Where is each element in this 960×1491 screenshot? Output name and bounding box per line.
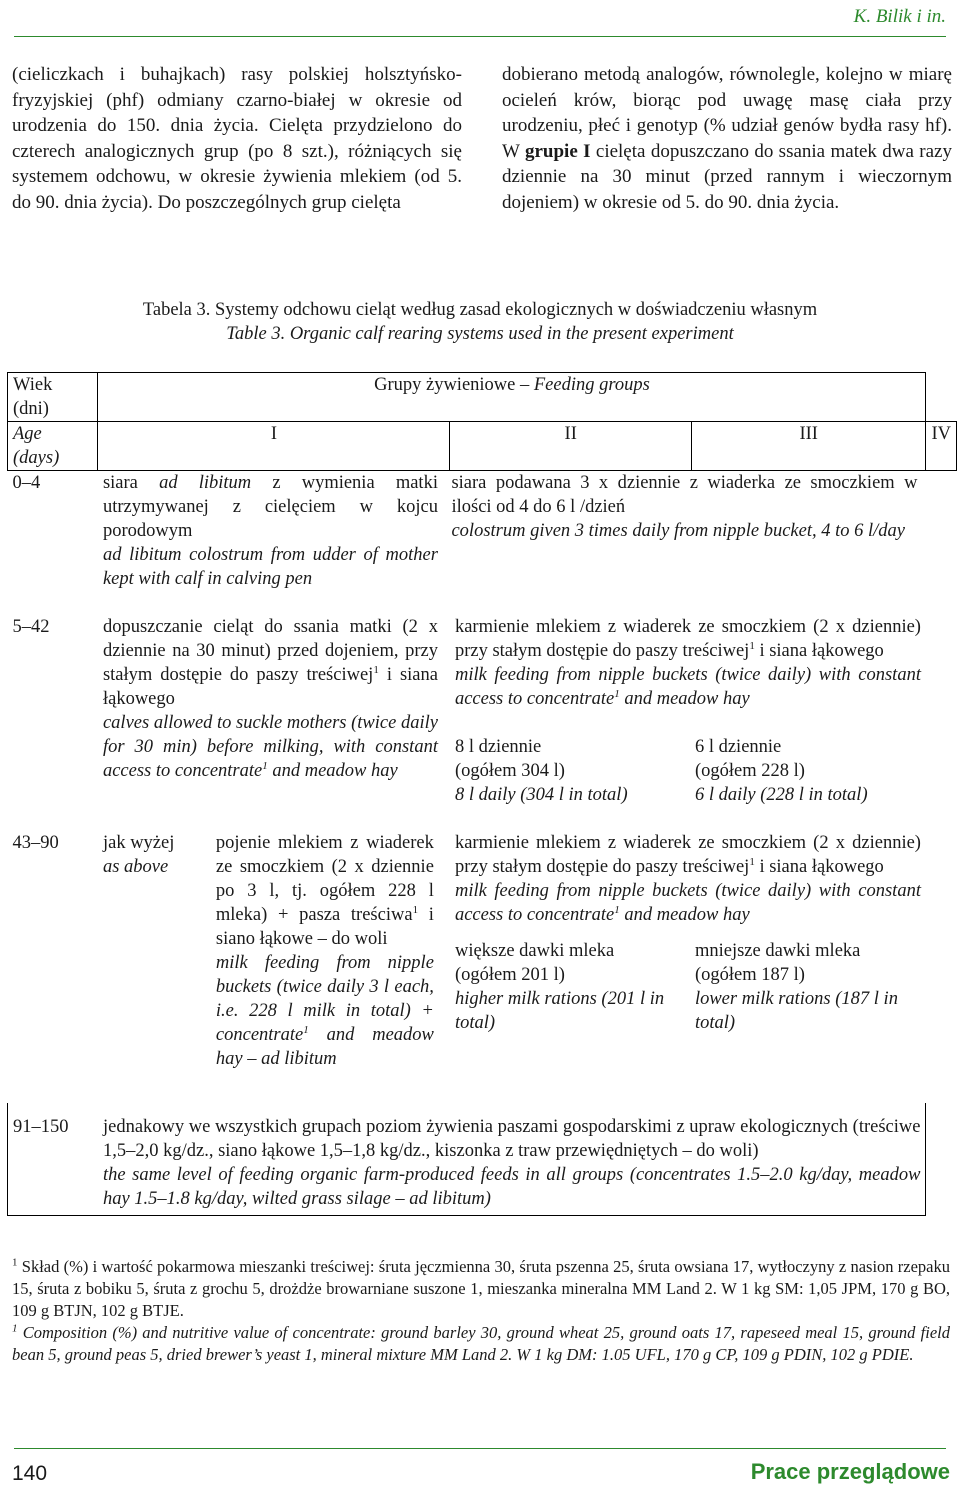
text-part: and meadow hay [267, 761, 398, 781]
ration-pl: 8 l dziennie [454, 737, 542, 757]
groups-3-4-cell [451, 471, 926, 616]
same-as-above-pl: jak wyżej [102, 833, 175, 853]
table-caption-pl: Tabela 3. Systemy odchowu cieląt według zasad ekologicznych w doświadczeniu własnym [142, 300, 818, 320]
footnote-mark: 1 [614, 687, 620, 700]
ration-total: (ogółem 187 l) [694, 965, 805, 985]
groups-3-4-cell [450, 615, 926, 831]
body-right-column [502, 62, 952, 215]
colostrum-text-pl [103, 471, 438, 543]
section-label: Prace przeglądowe [750, 1459, 950, 1484]
ration-pl: mniejsze dawki mleka [694, 941, 861, 961]
group-4-ration [695, 939, 921, 1035]
suckling-text-pl [103, 615, 438, 711]
text-part: pojenie mlekiem z wiaderek ze smoczkiem (2 x dziennie po 3 l, tj. ogółem 228 l mleka) + pasza treściwa [215, 833, 434, 925]
right-column-text-b: cielęta dopuszczano do ssania matek dwa razy dziennie na 30 minut (przed rannym i wieczornym dojeniem) w okresie od 5. do 90. dnia życia. [502, 140, 952, 213]
text-part: i siana łąkowego [754, 857, 884, 877]
ration-en: higher milk rations (201 l in total) [454, 989, 665, 1033]
groups-header [98, 373, 926, 422]
text-part: i siana łąkowego [754, 641, 884, 661]
uniform-feeding-en: the same level of feeding organic farm-produced feeds in all groups (concentrates 1.5–2.0 kg/day, meadow hay 1.5–1.8 kg/day, wilted grass silage – ad libitum) [102, 1165, 921, 1209]
ration-split [455, 735, 921, 831]
colostrum-text-en: ad libitum colostrum from udder of mother kept with calf in calving pen [102, 545, 438, 589]
text-part: siara [102, 473, 160, 493]
suckling-text-en [103, 711, 438, 807]
text-part: dopuszczanie cieląt do ssania matki (2 x dziennie na 30 minut) przed dojeniem, przy stałym dostępie do paszy treściwej [102, 617, 438, 685]
right-column-text-a: dobierano metodą analogów, równolegle, kolejno w miarę ocieleń krów, biorąc pod uwagę masę ciała przy urodzeniu, płeć i genotyp (% udział genów bydła rasy hf). W [502, 64, 952, 162]
footnote-mark: 1 [12, 1256, 18, 1269]
same-as-above-en: as above [102, 857, 169, 877]
footer-rule [14, 1448, 946, 1449]
table-caption-en: Table 3. Organic calf rearing systems used in the present experiment [226, 324, 734, 344]
group-one-emphasis: grupie I [524, 140, 591, 162]
age-cell: 5–42 [12, 617, 50, 637]
text-part: and meadow hay [619, 905, 750, 925]
header-rule [14, 36, 946, 37]
group-2-text-pl [216, 831, 434, 951]
age-cell: 91–150 [8, 1103, 98, 1216]
bucket-text-pl [455, 615, 921, 663]
table-header-row-2 [8, 422, 957, 471]
bucket-text-pl [455, 831, 921, 879]
uniform-feeding-pl: jednakowy we wszystkich grupach poziom żywienia paszami gospodarskimi z upraw ekologicznych (treściwe 1,5–2,0 kg/dz., siano łąkowe 1,5–1,8 kg/dz., kiszonka z traw przewiędniętych – do woli) [102, 1117, 921, 1161]
colostrum-3-4-en: colostrum given 3 times daily from nipple bucket, 4 to 6 l/day [451, 521, 905, 541]
group-3-ration [455, 939, 695, 1035]
ration-pl: większe dawki mleka [454, 941, 615, 961]
table-row-43-90 [8, 831, 957, 1103]
text-part: and meadow hay [619, 689, 750, 709]
text-part: i siano łąkowe – do woli [215, 905, 434, 949]
ration-total: (ogółem 201 l) [454, 965, 565, 985]
text-part: karmienie mlekiem z wiaderek ze smoczkiem (2 x dziennie) przy stałym dostępie do paszy treściwej [454, 617, 921, 661]
ration-en: lower milk rations (187 l in total) [694, 989, 898, 1033]
group-1-cell [98, 831, 211, 1103]
table-row-91-150 [8, 1103, 957, 1216]
group-2-cell [211, 831, 450, 1103]
body-left-column: (cieliczkach i buhajkach) rasy polskiej holsztyńsko-fryzyjskiej (phf) odmiany czarno-białej w okresie od urodzenia do 150. dnia życia. Cielęta przydzielono do czterech analogicznych grup (po 8 szt.), różniących się systemem odchowu, w okresie żywienia mlekiem (od 5. do 90. dnia życia). Do poszczególnych grup cielęta [12, 64, 462, 213]
table-row-0-4 [8, 471, 957, 616]
footnote-mark: 1 [373, 663, 379, 676]
footnote-mark: 1 [303, 1023, 309, 1036]
ration-split [455, 939, 921, 1035]
footnote-mark: 1 [749, 639, 755, 652]
footnotes [12, 1256, 950, 1366]
footnote-mark: 1 [262, 759, 268, 772]
ration-pl: 6 l dziennie [694, 737, 782, 757]
footnote-mark: 1 [614, 903, 620, 916]
age-header-pl: Wiek (dni) [8, 373, 98, 422]
group-label-2: II [450, 422, 692, 471]
ration-en: 6 l daily (228 l in total) [694, 785, 868, 805]
all-groups-cell [98, 1103, 926, 1216]
text-part: and meadow hay – ad libitum [215, 1025, 434, 1069]
footnote-text: Composition (%) and nutritive value of concentrate: ground barley 30, ground wheat 25, ground oats 17, rapeseed meal 15, ground field bean 5, ground peas 5, dried brewer’s yeast 1, mineral mixture MM Land 2. W 1 kg DM: 1.05 UFL, 170 g CP, 109 g PDIN, 102 g PDIE. [12, 1323, 951, 1364]
groups-1-2-cell [98, 615, 450, 831]
page-number: 140 [12, 1462, 48, 1485]
groups-header-en: Feeding groups [533, 375, 650, 395]
footnote-text: Skład (%) i wartość pokarmowa mieszanki treściwej: śruta jęczmienna 30, śruta pszenna 25, śruta owsiana 17, wytłoczyny z nasion rzepaku 15, śruta z bobiku 5, śruta z grochu 5, drożdże browarniane suszone 1, mieszanka mineralna MM Land 2. W 1 kg SM: 1,05 JPM, 170 g BO, 109 g BTJN, 102 g BTJE. [12, 1257, 951, 1320]
table-row-5-42 [8, 615, 957, 831]
ration-total: (ogółem 304 l) [454, 761, 565, 781]
text-part: karmienie mlekiem z wiaderek ze smoczkiem (2 x dziennie) przy stałym dostępie do paszy treściwej [454, 833, 921, 877]
footnote-mark: 1 [412, 903, 419, 916]
running-header-author: K. Bilik i in. [853, 6, 946, 27]
age-cell: 0–4 [8, 471, 98, 616]
groups-header-pl: Grupy żywieniowe – [374, 375, 534, 395]
footnote-mark: 1 [12, 1322, 18, 1335]
text-part: z wymienia matki utrzymywanej z cielęciem w kojcu porodowym [102, 473, 438, 541]
text-part: i siana łąkowego [102, 665, 438, 709]
text-part: milk feeding from nipple buckets (twice daily) with constant access to concentrate [454, 665, 921, 709]
group-label-1: I [98, 422, 450, 471]
group-3-ration [455, 735, 695, 807]
group-4-ration [695, 735, 921, 807]
ration-total: (ogółem 228 l) [694, 761, 805, 781]
footnote-en [12, 1322, 950, 1366]
footnote-pl [12, 1256, 950, 1322]
ration-en: 8 l daily (304 l in total) [454, 785, 628, 805]
colostrum-3-4-pl: siara podawana 3 x dziennie z wiaderka ze smoczkiem w ilości od 4 do 6 l /dzień [451, 473, 918, 517]
group-2-text-en [216, 951, 434, 1103]
text-part-italic: ad libitum [159, 473, 252, 493]
group-label-3: III [691, 422, 926, 471]
age-header-en: Age (days) [8, 422, 98, 471]
rearing-systems-table [7, 372, 957, 1216]
bucket-text-en [455, 663, 921, 711]
age-cell: 43–90 [12, 833, 59, 853]
text-part: calves allowed to suckle mothers (twice daily for 30 min) before milking, with constant access to concentrate [102, 713, 438, 781]
text-part: milk feeding from nipple buckets (twice daily 3 l each, i.e. 228 l milk in total) + concentrate [215, 953, 434, 1045]
footnote-mark: 1 [749, 855, 755, 868]
table-header-row-1 [8, 373, 957, 422]
groups-3-4-wrap [451, 471, 917, 543]
text-part: milk feeding from nipple buckets (twice daily) with constant access to concentrate [454, 881, 921, 925]
bucket-text-en [455, 879, 921, 927]
group-label-4: IV [926, 422, 957, 471]
groups-3-4-cell [450, 831, 926, 1103]
